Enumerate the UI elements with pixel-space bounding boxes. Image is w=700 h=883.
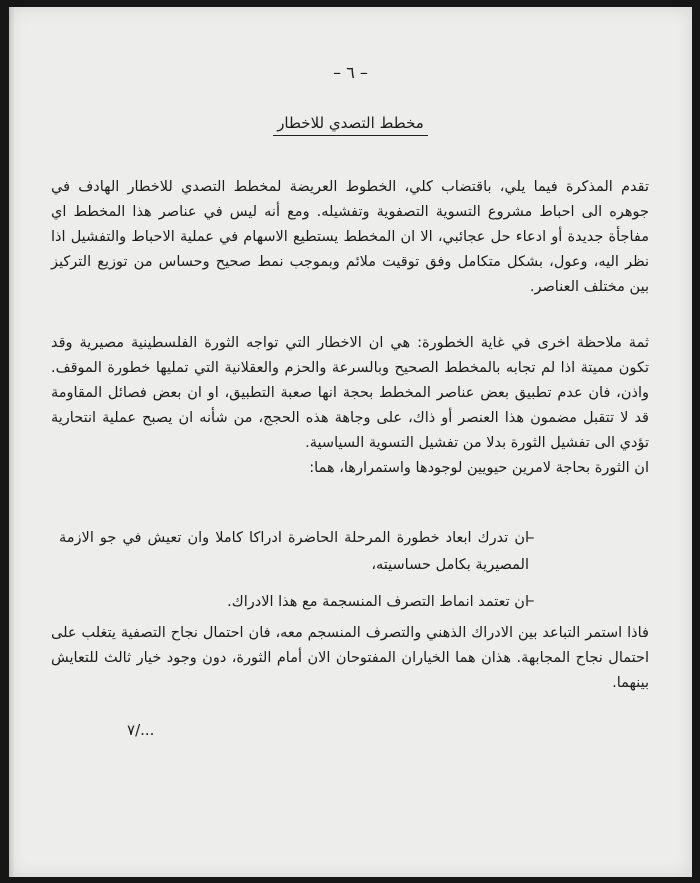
paragraph-warning — [51, 331, 649, 481]
page-number: – ٦ – — [333, 63, 368, 82]
bullet-dash-2: – — [527, 591, 535, 609]
paragraph-conclusion: فاذا استمر التباعد بين الادراك الذهني والتصرف المنسجم معه، فان احتمال نجاح التصفية يتغلب على احتمال نجاح المجابهة. هذان هما الخياران المفتوحان الان أمام الثورة، دون وجود خيار ثالث للتعايش بينهما. — [51, 625, 649, 691]
page-edge-shadow — [9, 7, 15, 877]
document-page — [9, 7, 692, 877]
paragraph-warning-body: ثمة ملاحظة اخرى في غاية الخطورة: هي ان الاخطار التي تواجه الثورة الفلسطينية مصيرية وقد تكون مميتة اذا لم تجابه بالمخطط الصحيح وبالسرعة والحزم والعقلانية التي تمليها خطورة الموقف. واذن، فان عدم تطبيق بعض عناصر المخطط بحجة انها صعبة التطبيق، او ان بعض فصائل المقاومة قد لا تتقبل مضمون هذا العنصر أو ذاك، على وجاهة هذه الحجج، من شأنه ان يصبح عملية انتحارية تؤدي الى تفشيل الثورة بدلا من تفشيل التسوية السياسية. — [51, 335, 649, 451]
section-title-wrapper — [9, 113, 692, 136]
continuation-mark: ٧/... — [127, 721, 155, 739]
bullet-item-2: ان تعتمد انماط التصرف المنسجمة مع هذا الادراك. — [227, 594, 529, 610]
section-title: مخطط التصدي للاخطار — [273, 114, 428, 136]
paragraph-intro: تقدم المذكرة فيما يلي، باقتضاب كلي، الخطوط العريضة لمخطط التصدي للاخطار الهادف في جوهره الى احباط مشروع التسوية التصفوية وتفشيله. ومع أنه ليس في عناصر هذا المخطط اي مفاجأة جديدة أو ادعاء حل عجائبي، الا ان المخطط يستطيع الاسهام في عملية الاحباط والتفشيل اذا نظر اليه، وعول، بشكل متكامل وفق توقيت ملائم وبموجب نمط صحيح وحساس من توزيع التركيز بين مختلف العناصر. — [51, 179, 649, 295]
paragraph-warning-needs: ان الثورة بحاجة لامرين حيويين لوجودها واستمرارها، هما: — [309, 460, 649, 476]
bullet-dash-1: – — [527, 528, 535, 546]
bullet-item-1: ان تدرك ابعاد خطورة المرحلة الحاضرة ادراكا كاملا وان تعيش في جو الازمة المصيرية بكامل حساسيته، — [59, 530, 529, 573]
